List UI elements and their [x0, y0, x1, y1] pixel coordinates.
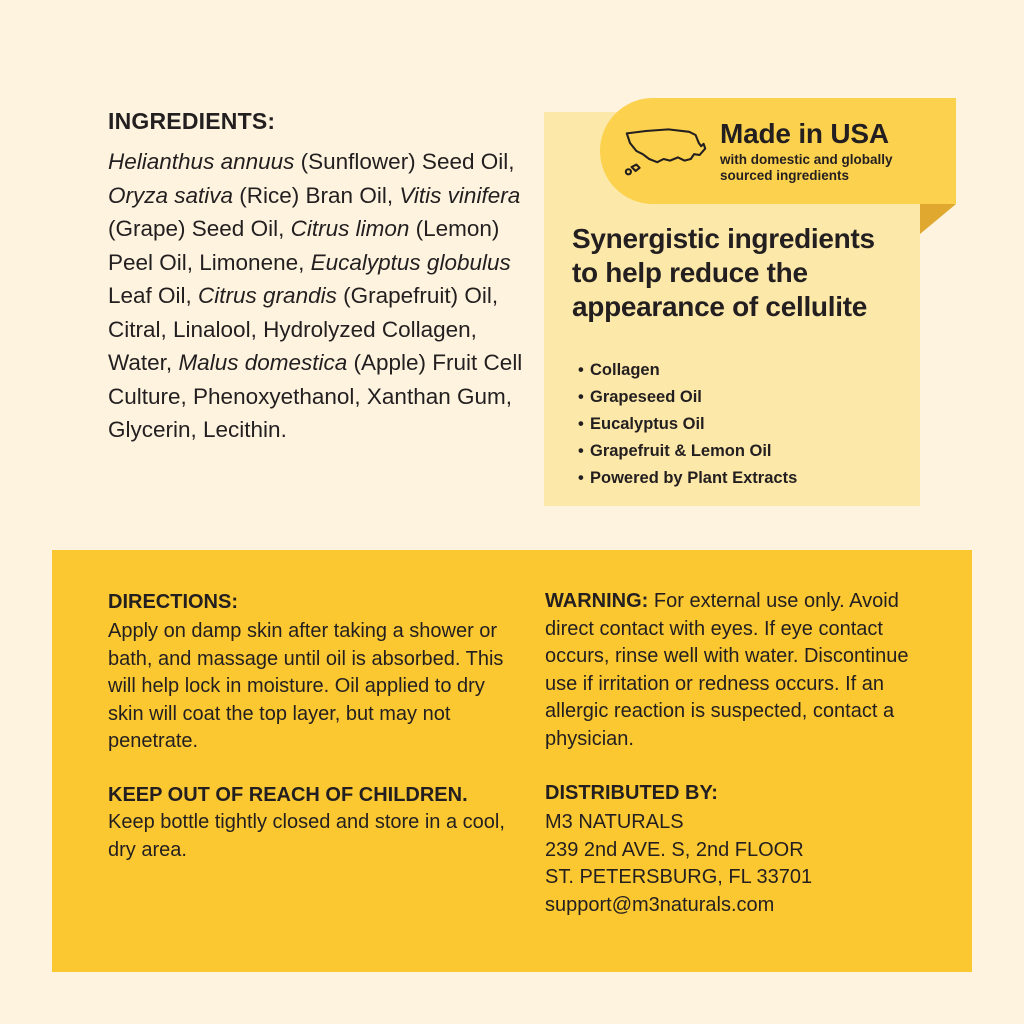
keep-out-heading: KEEP OUT OF REACH OF CHILDREN. [108, 783, 468, 806]
list-item: • Grapeseed Oil [578, 384, 797, 411]
list-item: • Powered by Plant Extracts [578, 465, 797, 492]
spacer [545, 753, 935, 779]
distributed-by-heading: DISTRIBUTED BY: [545, 782, 718, 804]
warning-heading: WARNING: [545, 590, 649, 612]
made-in-usa-subtitle-line2: sourced ingredients [720, 167, 850, 183]
made-in-usa-title: Made in USA [720, 118, 889, 149]
made-in-usa-subtitle-line1: with domestic and globally [720, 152, 893, 167]
list-item: • Eucalyptus Oil [578, 411, 797, 438]
warning-column [545, 588, 935, 919]
benefits-list [578, 357, 797, 492]
usa-map-icon [622, 122, 710, 180]
made-in-usa-subtitle [720, 152, 893, 183]
keep-out-of-reach-block [108, 782, 508, 865]
directions-heading: DIRECTIONS: [108, 591, 238, 613]
warning-block [545, 588, 935, 753]
spacer [108, 756, 508, 782]
distributor-address-line1: 239 2nd AVE. S, 2nd FLOOR [545, 838, 804, 861]
benefits-headline: Synergistic ingredients to help reduce the appearance of cellulite [572, 223, 875, 322]
ingredients-heading: INGREDIENTS: [108, 108, 276, 134]
banner-fold-decoration [920, 204, 956, 234]
distributor-name: M3 NATURALS [545, 811, 684, 833]
keep-out-text: Keep bottle tightly closed and store in a cool, dry area. [108, 811, 505, 861]
ingredients-section [108, 108, 528, 447]
warning-text: For external use only. Avoid direct contact with eyes. If eye contact occurs, rinse well with water. Discontinue use if irritation or redness occurs. If an allergic reaction is suspected, contact a physician. [545, 590, 909, 750]
list-item: • Collagen [578, 357, 797, 384]
directions-text: Apply on damp skin after taking a shower or bath, and massage until oil is absorbed. This will help lock in moisture. Oil applied to dry skin will coat the top layer, but may not penetrate. [108, 620, 504, 752]
ingredients-text: Helianthus annuus (Sunflower) Seed Oil, Oryza sativa (Rice) Bran Oil, Vitis vinifera (Grape) Seed Oil, Citrus limon (Lemon) Peel Oil, Limonene, Eucalyptus globulus Leaf Oil, Citrus grandis (Grapefruit) Oil, Citral, Linalool, Hydrolyzed Collagen, Water, Malus domestica (Apple) Fruit Cell Culture, Phenoxyethanol, Xanthan Gum, Glycerin, Lecithin. [108, 149, 523, 442]
distributor-email[interactable]: support@m3naturals.com [545, 893, 775, 916]
directions-column [108, 588, 508, 864]
distributor-address-line2: ST. PETERSBURG, FL 33701 [545, 866, 813, 888]
made-in-usa-banner [600, 98, 956, 204]
list-item: • Grapefruit & Lemon Oil [578, 438, 797, 465]
